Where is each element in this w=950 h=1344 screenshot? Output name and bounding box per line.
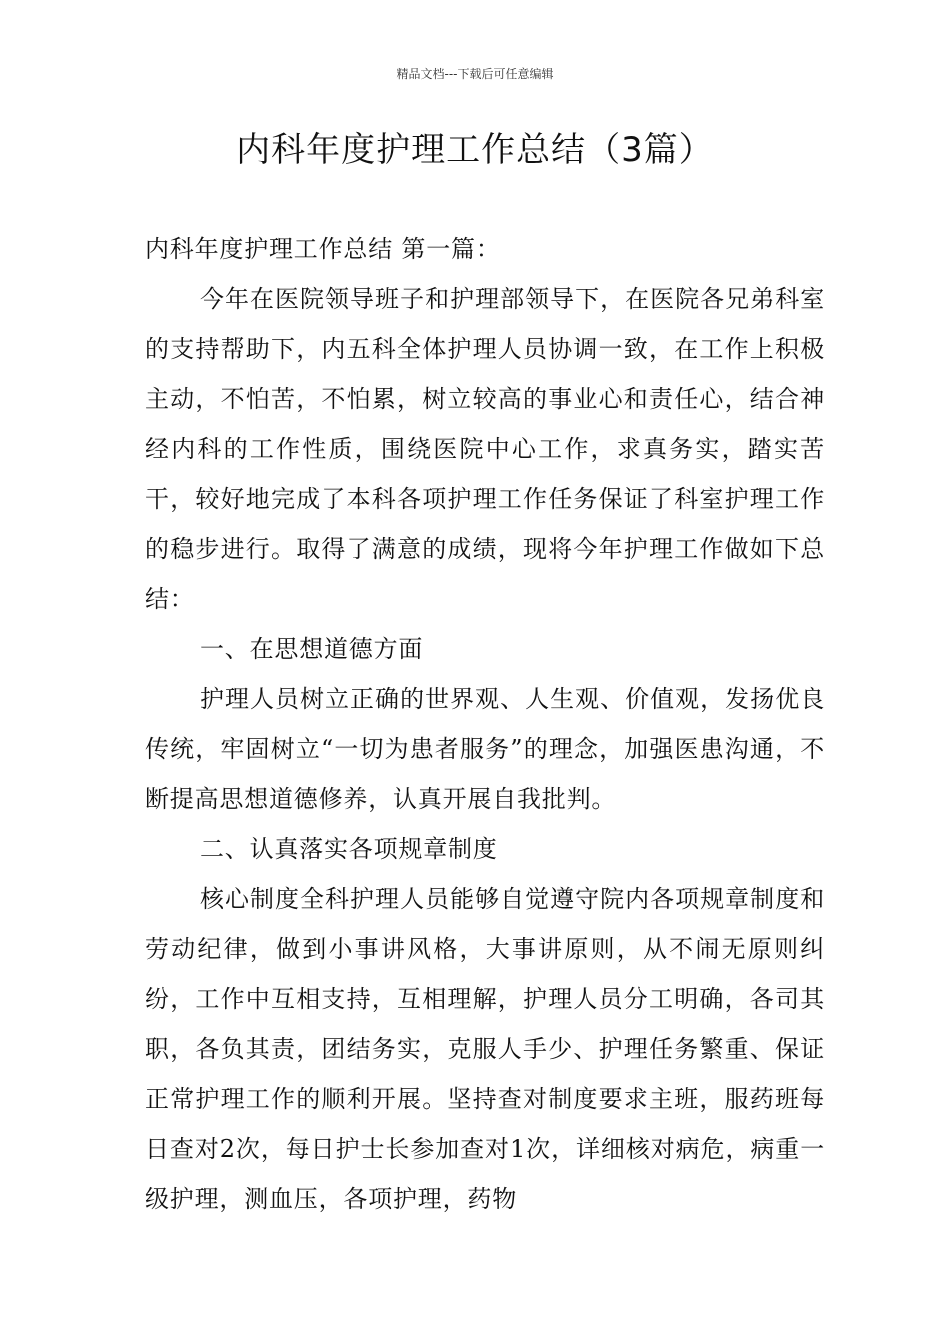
section-heading-regulations: 二、认真落实各项规章制度 (200, 835, 498, 863)
section-heading-ideology: 一、在思想道德方面 (200, 635, 424, 663)
page-title: 内科年度护理工作总结（3篇） (236, 130, 714, 170)
header-note: 精品文档---下载后可任意编辑 (396, 67, 554, 81)
section-subtitle: 内科年度护理工作总结 第一篇： (145, 235, 501, 263)
paragraph-regulations: 核心制度全科护理人员能够自觉遵守院内各项规章制度和劳动纪律，做到小事讲风格，大事讲原则，从不闹无原则纠纷，工作中互相支持，互相理解，护理人员分工明确，各司其职，各负其责，团结务实，克服人手少、护理任务繁重、保证正常护理工作的顺利开展。坚持查对制度要求主班，服药班每日查对2次，每日护士长参加查对1次，详细核对病危，病重一级护理，测血压，各项护理，药物 (145, 885, 825, 1213)
paragraph-ideology: 护理人员树立正确的世界观、人生观、价值观，发扬优良传统，牢固树立“一切为患者服务”的理念，加强医患沟通，不断提高思想道德修养，认真开展自我批判。 (145, 685, 825, 813)
paragraph-intro: 今年在医院领导班子和护理部领导下，在医院各兄弟科室的支持帮助下，内五科全体护理人员协调一致，在工作上积极主动，不怕苦，不怕累，树立较高的事业心和责任心，结合神经内科的工作性质，围绕医院中心工作，求真务实，踏实苦干，较好地完成了本科各项护理工作任务保证了科室护理工作的稳步进行。取得了满意的成绩，现将今年护理工作做如下总结： (145, 285, 825, 613)
document-body (145, 224, 825, 1224)
